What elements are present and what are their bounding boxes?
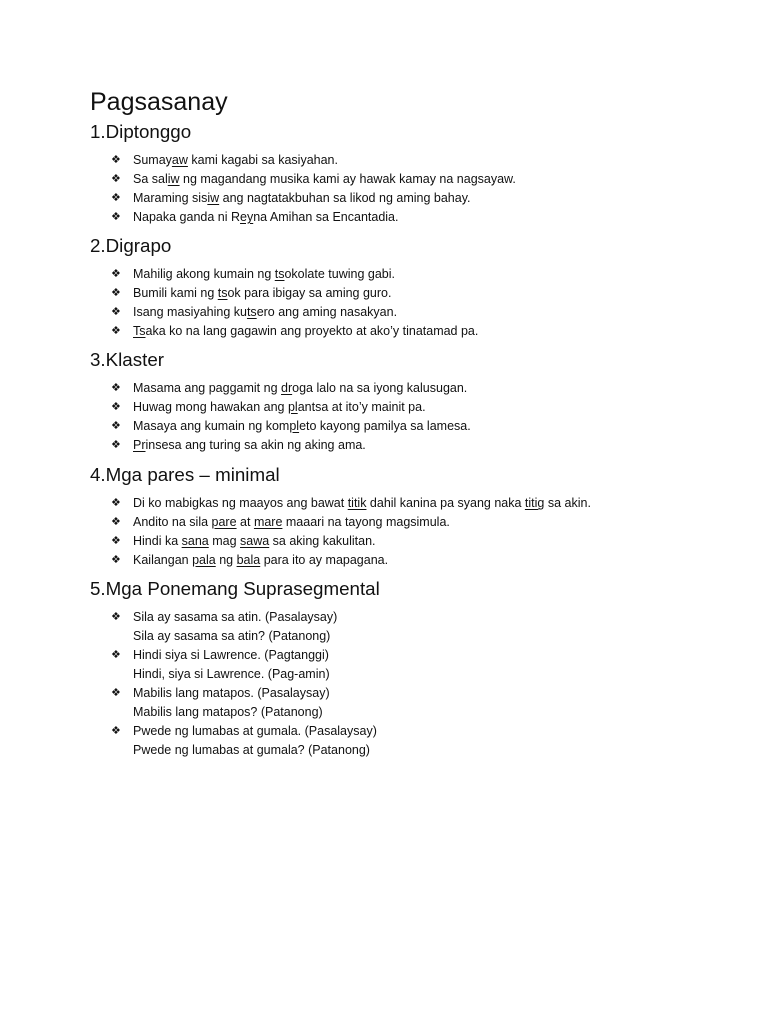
diamond-bullet-icon: ❖ (111, 382, 121, 394)
text-segment: mag (208, 534, 241, 548)
diamond-bullet-icon: ❖ (111, 325, 121, 337)
bullet-spacer (90, 741, 133, 760)
underlined-segment: pl (289, 419, 300, 433)
text-segment: dahil kanina pa syang naka (366, 496, 525, 510)
text-segment: at (236, 515, 254, 529)
underlined-segment: ts (217, 286, 228, 300)
text-segment: Pwede ng lumabas at gumala. (Pasalaysay) (133, 724, 377, 738)
item-text (133, 379, 467, 398)
list-item (90, 189, 710, 208)
list-item-continuation (90, 665, 710, 684)
text-segment: ng (215, 553, 237, 567)
text-segment: Huwag mong hawakan ang (133, 400, 288, 414)
text-segment: Maraming sis (133, 191, 208, 205)
underlined-segment: Ts (133, 324, 146, 338)
diamond-bullet-icon: ❖ (111, 173, 121, 185)
item-text (133, 322, 478, 341)
underlined-segment: pala (192, 553, 216, 567)
list-item (90, 417, 710, 436)
item-text (133, 494, 591, 513)
list-item-continuation (90, 703, 710, 722)
text-segment: Napaka ganda ni R (133, 210, 241, 224)
item-text (133, 417, 471, 436)
section-items (90, 494, 710, 570)
diamond-bullet-icon: ❖ (111, 611, 121, 623)
list-item-continuation (90, 741, 710, 760)
text-segment: na Amihan sa Encantadia. (253, 210, 399, 224)
underlined-segment: ts (274, 267, 285, 281)
diamond-bullet-icon: ❖ (111, 497, 121, 509)
item-text (133, 646, 329, 665)
text-segment: Andito na sila (133, 515, 212, 529)
underlined-segment: sana (181, 534, 209, 548)
text-segment: kami kagabi sa kasiyahan. (187, 153, 338, 167)
item-text (133, 398, 426, 417)
section-diptonggo (90, 122, 710, 227)
item-text (133, 189, 470, 208)
item-text (133, 551, 388, 570)
text-segment: ok para ibigay sa aming guro. (227, 286, 392, 300)
item-text (133, 303, 397, 322)
list-item-continuation (90, 627, 710, 646)
list-item (90, 170, 710, 189)
diamond-bullet-icon: ❖ (111, 306, 121, 318)
underlined-segment: mare (253, 515, 283, 529)
text-segment: Hindi, siya si Lawrence. (Pag-amin) (133, 667, 330, 681)
section-digrapo (90, 236, 710, 341)
diamond-bullet-icon: ❖ (111, 535, 121, 547)
list-item (90, 151, 710, 170)
list-item (90, 646, 710, 665)
text-segment: Sila ay sasama sa atin. (Pasalaysay) (133, 610, 338, 624)
item-text (133, 665, 330, 684)
list-item (90, 322, 710, 341)
list-item (90, 551, 710, 570)
text-segment: Bumili kami ng (133, 286, 218, 300)
section-ponemang-suprasegmental (90, 579, 710, 760)
text-segment: Mabilis lang matapos. (Pasalaysay) (133, 686, 330, 700)
text-segment: ero ang aming nasakyan. (256, 305, 398, 319)
section-items (90, 265, 710, 341)
section-title: 4.Mga pares – minimal (90, 464, 280, 485)
text-segment: insesa ang turing sa akin ng aking ama. (145, 438, 366, 452)
section-title: 5.Mga Ponemang Suprasegmental (90, 578, 380, 599)
section-title: 2.Digrapo (90, 235, 172, 256)
text-segment: ng magandang musika kami ay hawak kamay na nagsayaw. (179, 172, 516, 186)
diamond-bullet-icon: ❖ (111, 154, 121, 166)
underlined-segment: ey (240, 210, 254, 224)
diamond-bullet-icon: ❖ (111, 192, 121, 204)
diamond-bullet-icon: ❖ (111, 725, 121, 737)
text-segment: okolate tuwing gabi. (284, 267, 395, 281)
underlined-segment: dr (281, 381, 293, 395)
diamond-bullet-icon: ❖ (111, 401, 121, 413)
list-item (90, 284, 710, 303)
list-item (90, 684, 710, 703)
list-item (90, 379, 710, 398)
text-segment: Masama ang paggamit ng (133, 381, 282, 395)
list-item (90, 303, 710, 322)
list-item (90, 494, 710, 513)
diamond-bullet-icon: ❖ (111, 554, 121, 566)
text-segment: Sa sal (133, 172, 168, 186)
text-segment: Mahilig akong kumain ng (133, 267, 275, 281)
text-segment: Mabilis lang matapos? (Patanong) (133, 705, 323, 719)
underlined-segment: Pr (133, 438, 146, 452)
item-text (133, 151, 338, 170)
underlined-segment: ts (246, 305, 257, 319)
underlined-segment: iw (167, 172, 180, 186)
text-segment: antsa at ito’y mainit pa. (297, 400, 426, 414)
section-title: 3.Klaster (90, 349, 164, 370)
section-title: 1.Diptonggo (90, 121, 192, 142)
item-text (133, 684, 330, 703)
item-text (133, 741, 370, 760)
text-segment: para ito ay mapagana. (260, 553, 389, 567)
text-segment: oga lalo na sa iyong kalusugan. (292, 381, 468, 395)
section-mga-pares-minimal (90, 465, 710, 570)
underlined-segment: pl (287, 400, 298, 414)
underlined-segment: pare (211, 515, 237, 529)
text-segment: Isang masiyahing ku (133, 305, 247, 319)
text-segment: maaari na tayong magsimula. (282, 515, 450, 529)
underlined-segment: aw (171, 153, 188, 167)
underlined-segment: iw (207, 191, 220, 205)
section-items (90, 379, 710, 455)
text-segment: Pwede ng lumabas at gumala? (Patanong) (133, 743, 370, 757)
list-item (90, 722, 710, 741)
item-text (133, 170, 516, 189)
diamond-bullet-icon: ❖ (111, 211, 121, 223)
diamond-bullet-icon: ❖ (111, 516, 121, 528)
text-segment: eto kayong pamilya sa lamesa. (299, 419, 471, 433)
text-segment: sa aking kakulitan. (269, 534, 376, 548)
document-title: Pagsasanay (90, 88, 228, 116)
item-text (133, 265, 395, 284)
text-segment: Sumay (133, 153, 172, 167)
list-item (90, 398, 710, 417)
text-segment: Sila ay sasama sa atin? (Patanong) (133, 629, 331, 643)
list-item (90, 208, 710, 227)
bullet-spacer (90, 703, 133, 722)
diamond-bullet-icon: ❖ (111, 687, 121, 699)
text-segment: Hindi siya si Lawrence. (Pagtanggi) (133, 648, 329, 662)
text-segment: Di ko mabigkas ng maayos ang bawat (133, 496, 348, 510)
diamond-bullet-icon: ❖ (111, 420, 121, 432)
item-text (133, 627, 330, 646)
list-item (90, 265, 710, 284)
item-text (133, 436, 366, 455)
text-segment: ang nagtatakbuhan sa likod ng aming bahay. (219, 191, 471, 205)
item-text (133, 722, 377, 741)
bullet-spacer (90, 627, 133, 646)
item-text (133, 532, 376, 551)
item-text (133, 513, 450, 532)
text-segment: Masaya ang kumain ng kom (133, 419, 290, 433)
item-text (133, 284, 391, 303)
text-segment: sa akin. (544, 496, 591, 510)
section-items (90, 151, 710, 227)
item-text (133, 703, 323, 722)
bullet-spacer (90, 665, 133, 684)
item-text (133, 608, 337, 627)
section-items (90, 608, 710, 760)
underlined-segment: titik (347, 496, 367, 510)
list-item (90, 513, 710, 532)
item-text (133, 208, 398, 227)
diamond-bullet-icon: ❖ (111, 649, 121, 661)
section-klaster (90, 350, 710, 455)
diamond-bullet-icon: ❖ (111, 439, 121, 451)
underlined-segment: bala (236, 553, 261, 567)
list-item (90, 436, 710, 455)
text-segment: Hindi ka (133, 534, 182, 548)
diamond-bullet-icon: ❖ (111, 268, 121, 280)
underlined-segment: titig (524, 496, 545, 510)
list-item (90, 532, 710, 551)
diamond-bullet-icon: ❖ (111, 287, 121, 299)
list-item (90, 608, 710, 627)
underlined-segment: sawa (240, 534, 270, 548)
text-segment: Kailangan (133, 553, 193, 567)
text-segment: aka ko na lang gagawin ang proyekto at ako’y tinatamad pa. (145, 324, 479, 338)
